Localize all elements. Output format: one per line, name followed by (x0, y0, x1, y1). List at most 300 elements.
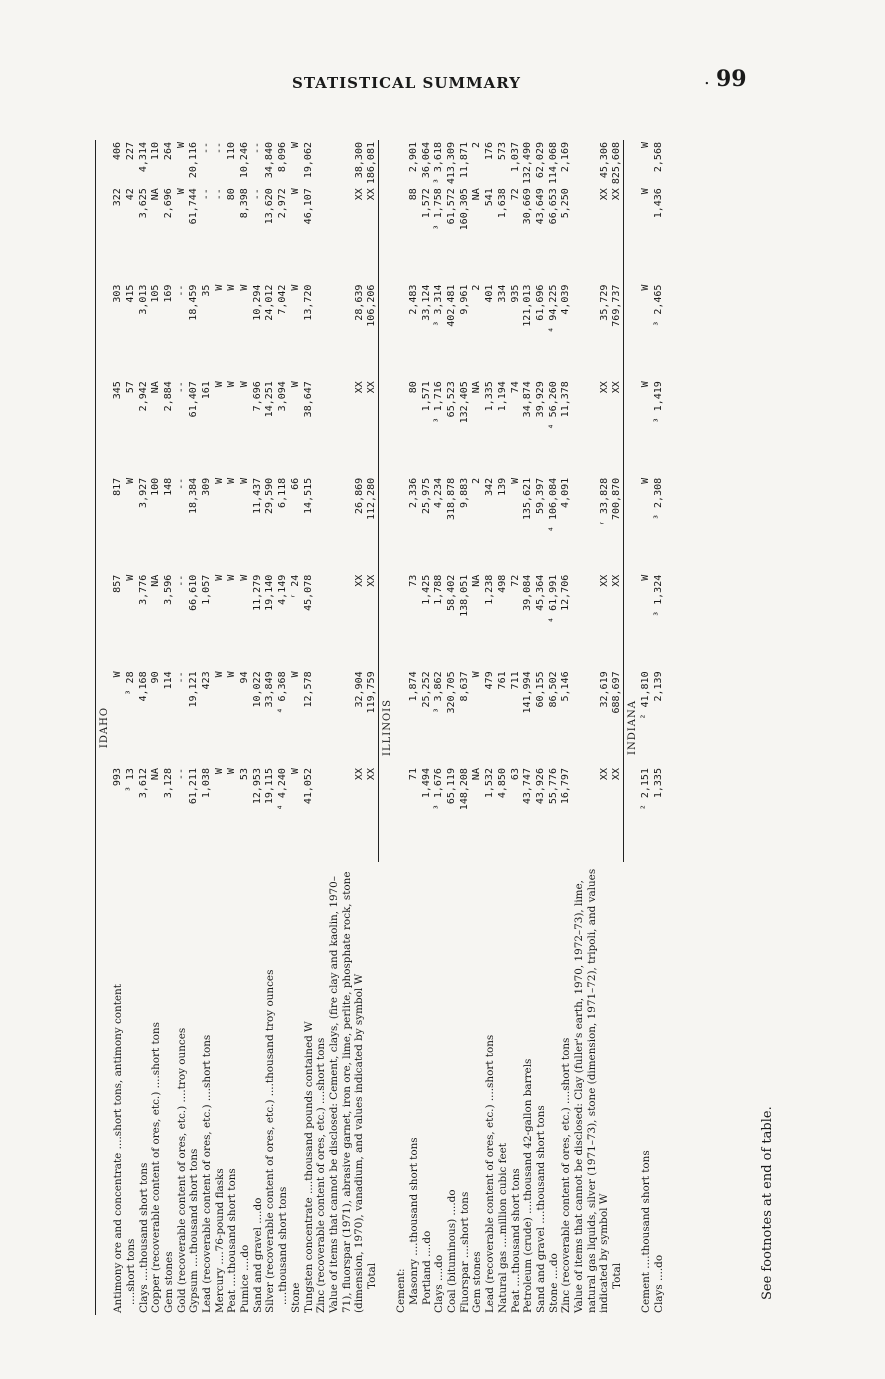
value-cell: 12,578 (302, 671, 314, 708)
value-cell: 993 (112, 768, 124, 787)
value-cell: 1,874 (408, 671, 419, 702)
value-cell: 2 (471, 284, 483, 291)
value-cell: W (289, 768, 301, 775)
value-cell: ³ 2,465 (653, 284, 665, 327)
row-label: Gold (recoverable content of ores, etc.) (175, 1105, 188, 1313)
value-cell: 110 (226, 142, 238, 161)
value-cell: 80 (226, 188, 238, 201)
value-cell: 1,037 (509, 142, 521, 173)
value-cell: 1,532 (484, 768, 496, 799)
table-row (535, 140, 548, 1315)
table-row (125, 140, 138, 1315)
value-cell: 66,653 (547, 188, 559, 225)
value-cell: 38,300 (353, 142, 365, 179)
value-cell: W (213, 574, 225, 581)
value-cell: W (239, 381, 251, 388)
value-cell: 8,637 (458, 671, 470, 702)
value-cell: 132,405 (458, 381, 470, 424)
row-label: Clays (433, 1284, 446, 1313)
table-row (573, 140, 611, 1315)
value-cell: 1,494 (420, 768, 432, 799)
statistical-table (95, 140, 666, 1315)
row-label-cell (125, 862, 138, 1315)
value-cell: 5,146 (560, 671, 572, 702)
table-row (653, 140, 666, 1315)
row-label-cell (277, 862, 290, 1315)
value-cell: 106,206 (366, 283, 379, 380)
table-row (510, 140, 523, 1315)
value-cell: ⁴ 106,084 (547, 477, 559, 533)
value-cell: W (640, 142, 652, 149)
value-cell: 1,571 (420, 381, 432, 412)
value-cell: 857 (112, 574, 124, 593)
row-unit: ....thousand troy ounces (264, 969, 277, 1100)
value-cell: 119,759 (366, 669, 379, 766)
value-cell: 11,871 (458, 142, 470, 179)
value-cell: 86,502 (547, 671, 559, 708)
value-cell: 121,013 (522, 284, 534, 327)
row-label-cell (573, 862, 611, 1315)
table-row (214, 140, 227, 1315)
value-cell: 415 (124, 284, 136, 303)
row-label-cell (653, 862, 666, 1315)
value-cell: 33,124 (420, 284, 432, 321)
value-cell: 8,096 (277, 142, 289, 173)
value-cell: NA (150, 574, 162, 587)
value-cell: 2,139 (653, 671, 665, 702)
value-cell: NA (471, 574, 483, 587)
value-cell: 25,975 (420, 477, 432, 514)
value-cell: XX (366, 573, 379, 670)
value-cell: XX (366, 379, 379, 476)
row-label: Total (611, 1262, 623, 1289)
value-cell: XX (598, 188, 610, 201)
value-cell: 61,407 (188, 381, 200, 418)
value-cell: 112,280 (366, 476, 379, 573)
value-cell: W (289, 142, 301, 149)
value-cell: 18,459 (188, 284, 200, 321)
value-cell: ⁴ 61,991 (547, 574, 559, 623)
value-cell: 1,335 (653, 768, 665, 799)
table-row (560, 140, 573, 1315)
value-cell: 13,620 (264, 188, 276, 225)
value-cell: NA (471, 381, 483, 394)
row-label-cell (433, 862, 446, 1315)
value-cell: 11,437 (251, 477, 263, 514)
section-title: INDIANA (627, 700, 639, 755)
value-cell: W (289, 671, 301, 678)
value-cell: 19,062 (302, 142, 314, 179)
row-label: Gem stones (162, 1251, 175, 1313)
row-label: Peat (509, 1289, 522, 1313)
value-cell: 61,696 (534, 284, 546, 321)
value-cell (395, 283, 408, 380)
row-label-cell (150, 862, 163, 1315)
value-cell: 2 (471, 142, 483, 149)
row-unit: ....thousand short tons (534, 1105, 547, 1228)
value-cell: W (124, 477, 136, 484)
value-cell: 423 (201, 671, 212, 690)
row-label-cell (366, 862, 379, 1315)
value-cell: -- (175, 671, 187, 684)
row-label: Value of items that cannot be disclosed: Clay (fuller's earth, 1970, 1972–73), lime, natural gas liquids, silver (1971–73), stone (dimension, 1971–72), tripoli, and values indicated by symbol W (572, 868, 611, 1313)
value-cell: 11,378 (560, 381, 572, 418)
value-cell: 19,140 (264, 574, 276, 611)
page-number: 99 (716, 66, 747, 92)
value-cell: ³ 13 (124, 768, 136, 793)
value-cell: W (213, 284, 225, 291)
value-cell: XX (611, 379, 624, 476)
value-cell: W (640, 574, 652, 581)
table-row (226, 140, 239, 1315)
value-cell: 1,436 (653, 188, 665, 219)
row-label: Sand and gravel (251, 1227, 264, 1313)
value-cell: 10,246 (239, 142, 251, 179)
value-cell: 135,621 (522, 477, 534, 520)
value-cell: ³ 1,716 (433, 381, 445, 424)
value-cell: 4,149 (277, 574, 289, 605)
value-cell: ³ 1,419 (653, 381, 665, 424)
value-cell: 114 (162, 671, 174, 690)
table-row (163, 140, 176, 1315)
value-cell: 24,012 (264, 284, 276, 321)
value-cell: XX (611, 573, 624, 670)
value-cell: W (213, 768, 225, 775)
row-unit: ....short tons (124, 1238, 137, 1305)
value-cell: 4,168 (137, 671, 149, 702)
row-unit: ....76-pound flasks (213, 1168, 226, 1268)
value-cell: 342 (484, 477, 496, 496)
value-cell (315, 186, 328, 282)
value-cell (315, 140, 328, 186)
row-label: Lead (recoverable content of ores, etc.) (201, 1104, 213, 1313)
value-cell: 90 (150, 671, 162, 684)
value-cell: W (239, 574, 251, 581)
row-label-cell (395, 862, 408, 1315)
value-cell: ³ 3,314 (433, 284, 445, 327)
value-cell: W (289, 284, 301, 291)
table-row (188, 140, 201, 1315)
row-label-cell (264, 862, 277, 1315)
value-cell: 1,572 (420, 188, 432, 219)
value-cell: 2,901 (408, 142, 419, 173)
value-cell: W (640, 284, 652, 291)
value-cell: 45,078 (302, 574, 314, 611)
row-label-cell (446, 862, 459, 1315)
row-label-cell (290, 862, 303, 1315)
value-cell: 45,306 (598, 142, 610, 179)
row-label-cell (548, 862, 561, 1315)
value-cell: 3,776 (137, 574, 149, 605)
value-cell: -- (175, 477, 187, 490)
table-row (471, 140, 484, 1315)
value-cell: 3,094 (277, 381, 289, 412)
row-label-cell (226, 862, 239, 1315)
row-label: Zinc (recoverable content of ores, etc.) (315, 1107, 328, 1313)
value-cell: 1,425 (420, 574, 432, 605)
row-label-cell (535, 862, 548, 1315)
row-label-cell (497, 862, 510, 1315)
value-cell: ³ 1,324 (653, 574, 665, 617)
value-cell: 32,619 (598, 671, 610, 708)
value-cell: NA (150, 768, 162, 781)
table-row (408, 140, 421, 1315)
row-label: Petroleum (crude) (522, 1217, 535, 1313)
value-cell: W (509, 477, 521, 484)
value-cell: 406 (112, 142, 124, 161)
value-cell (315, 766, 328, 862)
row-label-cell (201, 862, 214, 1315)
footnote: See footnotes at end of table. (760, 1106, 775, 1300)
row-unit: ....short tons (484, 1034, 497, 1105)
value-cell: 345 (112, 381, 124, 400)
row-unit: ....thousand 42-gallon barrels (522, 1058, 535, 1218)
value-cell: 62,029 (534, 142, 546, 179)
value-cell: XX (353, 768, 365, 781)
value-cell: 401 (484, 284, 496, 303)
value-cell: 4,314 (137, 142, 149, 173)
row-unit: ....do (653, 1254, 666, 1285)
table-row (548, 140, 561, 1315)
table-row (446, 140, 459, 1315)
value-cell: 32,904 (353, 671, 365, 708)
value-cell: 63 (509, 768, 521, 781)
row-unit: ....short tons, antimony content (112, 984, 125, 1153)
table-row (277, 140, 290, 1315)
value-cell: ³ 28 (124, 671, 136, 696)
row-unit: ....thousand short tons (408, 1137, 420, 1260)
value-cell: 1,194 (496, 381, 508, 412)
value-cell: 825,608 (611, 140, 624, 186)
row-label-cell (484, 862, 497, 1315)
table-row (328, 140, 366, 1315)
value-cell: XX (353, 188, 365, 201)
row-label: Lead (recoverable content of ores, etc.) (484, 1104, 497, 1313)
value-cell: 88 (408, 188, 419, 201)
value-cell: 139 (496, 477, 508, 496)
row-unit: ....thousand short tons (277, 1186, 290, 1305)
row-unit: ....troy ounces (175, 1027, 188, 1106)
value-cell: W (239, 477, 251, 484)
value-cell: 58,402 (446, 574, 458, 611)
value-cell: 3,612 (137, 768, 149, 799)
section-title: IDAHO (96, 140, 113, 1315)
table-row (290, 140, 303, 1315)
row-unit: ....do (251, 1197, 264, 1228)
value-cell: 711 (509, 671, 521, 690)
value-cell: 114,068 (547, 142, 559, 185)
value-cell: -- (251, 188, 263, 201)
row-label: Value of items that cannot be disclosed: Cement, clays, (fire clay and kaolin, 1970–71), fluorspar (1971), abrasive garnet, iron ore, lime, perlite, phosphate rock, stone (dimension, 1970), vanadium, and values indicated by symbol W (327, 871, 366, 1313)
value-cell (395, 573, 408, 670)
value-cell: 160,305 (458, 188, 470, 231)
value-cell: 7,042 (277, 284, 289, 315)
value-cell: 45,364 (534, 574, 546, 611)
table-row (640, 140, 653, 1315)
value-cell: XX (598, 768, 610, 781)
value-cell: 2,942 (137, 381, 149, 412)
value-cell: W (226, 768, 238, 775)
value-cell: -- (213, 142, 225, 155)
value-cell: 3,927 (137, 477, 149, 508)
row-unit: ....short tons (560, 1037, 573, 1108)
table-row (112, 140, 125, 1315)
value-cell: 61,211 (188, 768, 200, 805)
value-cell: -- (175, 381, 187, 394)
row-label: Peat (226, 1289, 239, 1313)
value-cell: 19,121 (188, 671, 200, 708)
value-cell: W (640, 477, 652, 484)
value-cell: ² 41,810 (640, 671, 652, 720)
value-cell: W (175, 188, 187, 195)
value-cell: 3,128 (162, 768, 174, 799)
row-label-cell (471, 862, 484, 1315)
value-cell: ʳ 24 (289, 574, 301, 599)
value-cell: 43,649 (534, 188, 546, 225)
value-cell: XX (366, 186, 379, 282)
value-cell: 42 (124, 188, 136, 201)
table-row (459, 140, 472, 1315)
value-cell: 72 (509, 188, 521, 201)
row-label-cell (328, 862, 366, 1315)
value-cell: 66 (289, 477, 301, 490)
value-cell: 1,057 (201, 574, 212, 605)
row-unit: ....thousand short tons (188, 1148, 201, 1271)
value-cell: 73 (408, 574, 419, 587)
value-cell: 935 (509, 284, 521, 303)
value-cell: 43,926 (534, 768, 546, 805)
value-cell: 132,490 (522, 142, 534, 185)
value-cell (395, 140, 408, 186)
value-cell: W (640, 381, 652, 388)
table-body (96, 140, 666, 1315)
value-cell (395, 669, 408, 766)
value-cell (395, 186, 408, 282)
value-cell: -- (201, 142, 212, 155)
value-cell: W (640, 188, 652, 195)
table-row (315, 140, 328, 1315)
table-row (138, 140, 151, 1315)
row-label: Pumice (239, 1274, 252, 1313)
row-label: Fluorspar (458, 1261, 471, 1313)
value-cell: W (226, 671, 238, 678)
row-label-cell (252, 862, 265, 1315)
value-cell: 43,747 (522, 768, 534, 805)
value-cell: 9,961 (458, 284, 470, 315)
value-cell: W (239, 284, 251, 291)
value-cell: 65,119 (446, 768, 458, 805)
row-label-cell (188, 862, 201, 1315)
total-row (366, 140, 379, 1315)
value-cell: 264 (162, 142, 174, 161)
value-cell (395, 766, 408, 862)
table-row (433, 140, 446, 1315)
row-label: Total (365, 1262, 378, 1289)
value-cell: -- (251, 142, 263, 155)
value-cell: 53 (239, 768, 251, 781)
value-cell: 1,238 (484, 574, 496, 605)
value-cell (315, 283, 328, 380)
table-row (303, 140, 316, 1315)
value-cell: 29,590 (264, 477, 276, 514)
value-cell: ³ 3,862 (433, 671, 445, 714)
value-cell: 2,169 (560, 142, 572, 173)
value-cell: W (471, 671, 483, 678)
value-cell: 769,737 (611, 283, 624, 380)
value-cell: 4,091 (560, 477, 572, 508)
value-cell: 141,994 (522, 671, 534, 714)
value-cell: 2 (471, 477, 483, 484)
value-cell (395, 476, 408, 573)
value-cell: 2,972 (277, 188, 289, 219)
row-label: Clays (653, 1284, 666, 1313)
row-label-cell (408, 862, 421, 1315)
table-row (201, 140, 214, 1315)
value-cell: ³ 1,676 (433, 768, 445, 811)
value-cell (395, 379, 408, 476)
value-cell: 18,384 (188, 477, 200, 514)
value-cell: 105 (150, 284, 162, 303)
page-header-title: STATISTICAL SUMMARY (292, 74, 521, 92)
value-cell: 14,251 (264, 381, 276, 418)
table-row (484, 140, 497, 1315)
row-unit: ....thousand short tons (137, 1162, 150, 1285)
value-cell: 498 (496, 574, 508, 593)
table-row (239, 140, 252, 1315)
value-cell: XX (611, 186, 624, 282)
value-cell: W (226, 381, 238, 388)
row-label: Antimony ore and concentrate (112, 1152, 125, 1313)
table-row (264, 140, 277, 1315)
value-cell: 688,697 (611, 669, 624, 766)
row-label: Gem stones (471, 1251, 484, 1313)
table-row (252, 140, 265, 1315)
value-cell: W (112, 671, 124, 678)
row-label: Silver (recoverable content of ores, etc.) (264, 1099, 277, 1313)
value-cell: 7,696 (251, 381, 263, 412)
row-label: Stone (289, 1282, 302, 1313)
value-cell: 4,234 (433, 477, 445, 508)
value-cell: ³ 1,758 (433, 188, 445, 231)
row-unit: ....short tons (458, 1191, 471, 1262)
value-cell: 19,115 (264, 768, 276, 805)
value-cell: 318,878 (446, 477, 458, 520)
section-header (379, 140, 396, 1315)
value-cell: 761 (496, 671, 508, 690)
value-cell: 322 (112, 188, 124, 207)
value-cell: 65,523 (446, 381, 458, 418)
value-cell: 66,610 (188, 574, 200, 611)
value-cell: 138,051 (458, 574, 470, 617)
value-cell: 34,874 (522, 381, 534, 418)
row-label: Cement (640, 1272, 653, 1313)
value-cell: NA (471, 768, 483, 781)
value-cell: 5,250 (560, 188, 572, 219)
value-cell: 39,929 (534, 381, 546, 418)
value-cell: 413,309 (446, 142, 458, 185)
value-cell: 33,849 (264, 671, 276, 708)
row-label-cell (163, 862, 176, 1315)
row-label: Stone (547, 1282, 560, 1313)
value-cell: -- (175, 768, 187, 781)
value-cell: -- (201, 188, 212, 201)
row-label-cell (459, 862, 472, 1315)
value-cell: 573 (496, 142, 508, 161)
value-cell: 39,084 (522, 574, 534, 611)
value-cell: 46,107 (302, 188, 314, 225)
row-unit: ....do (433, 1254, 446, 1285)
value-cell: 2,336 (408, 477, 419, 508)
